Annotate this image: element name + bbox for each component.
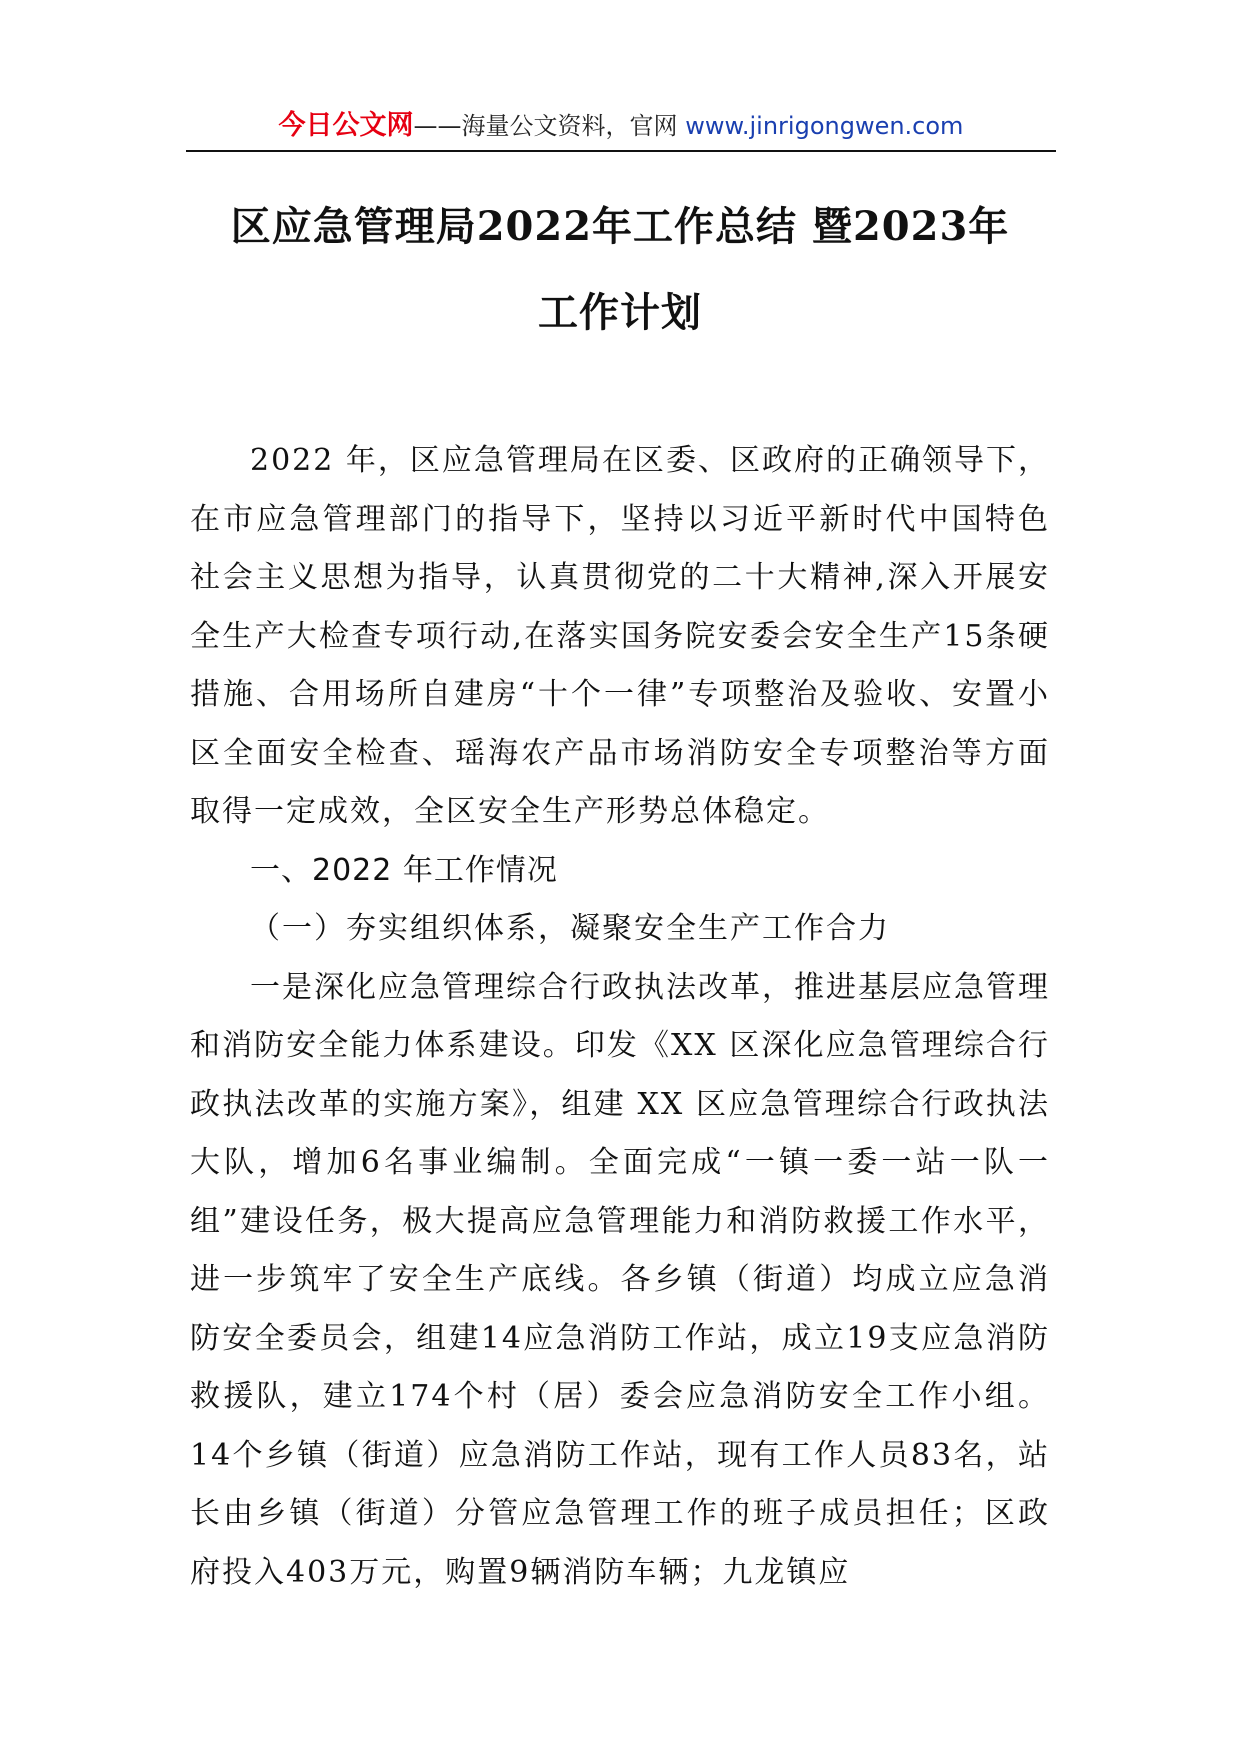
site-name: 今日公文网 xyxy=(278,110,414,141)
document-body xyxy=(190,432,1050,1602)
section-heading: 一、2022 年工作情况 xyxy=(250,852,558,888)
subsection-heading: （一）夯实组织体系，凝聚安全生产工作合力 xyxy=(250,911,890,946)
header-divider xyxy=(186,150,1056,152)
title-line-1: 区应急管理局2022年工作总结 暨2023年 xyxy=(230,203,1010,250)
title-line-2: 工作计划 xyxy=(538,289,702,336)
site-tagline: ——海量公文资料，官网 xyxy=(413,112,686,140)
document-title xyxy=(140,184,1100,356)
site-url-link[interactable]: www.jinrigongwen.com xyxy=(685,112,964,140)
intro-paragraph: 2022 年，区应急管理局在区委、区政府的正确领导下，在市应急管理部门的指导下，坚持以习近平新时代中国特色社会主义思想为指导，认真贯彻党的二十大精神,深入开展安全生产大检查专项行动,在落实国务院安委会安全生产15条硬措施、合用场所自建房“十个一律”专项整治及验收、安置小区全面安全检查、瑶海农产品市场消防安全专项整治等方面取得一定成效，全区安全生产形势总体稳定。 xyxy=(190,443,1050,829)
page-header xyxy=(186,104,1056,148)
body-paragraph: 一是深化应急管理综合行政执法改革，推进基层应急管理和消防安全能力体系建设。印发《XX 区深化应急管理综合行政执法改革的实施方案》，组建 XX 区应急管理综合行政执法大队，增加6名事业编制。全面完成“一镇一委一站一队一组”建设任务，极大提高应急管理能力和消防救援工作水平，进一步筑牢了安全生产底线。各乡镇（街道）均成立应急消防安全委员会，组建14应急消防工作站，成立19支应急消防救援队，建立174个村（居）委会应急消防安全工作小组。14个乡镇（街道）应急消防工作站，现有工作人员83名，站长由乡镇（街道）分管应急管理工作的班子成员担任；区政府投入403万元，购置9辆消防车辆；九龙镇应 xyxy=(190,969,1050,1590)
